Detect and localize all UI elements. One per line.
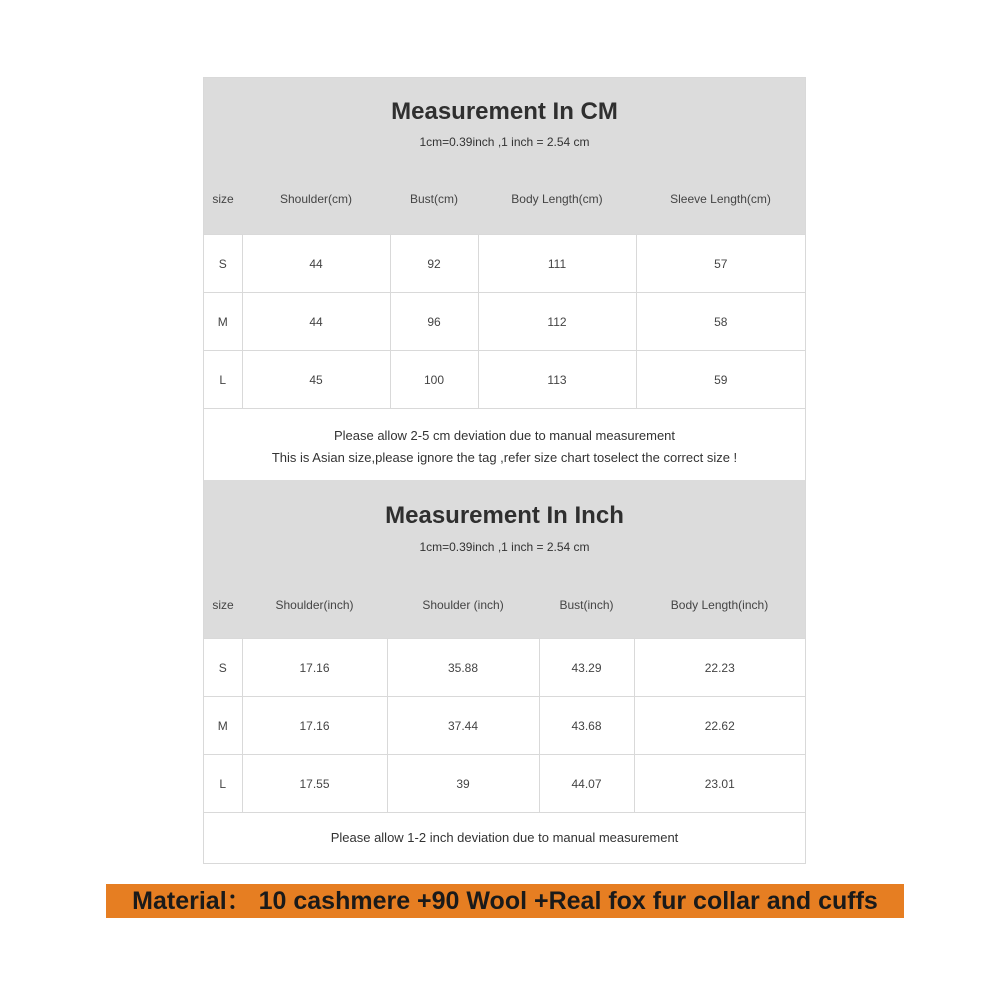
size-chart bbox=[203, 77, 806, 864]
column-header-shoulder: Shoulder(cm) bbox=[279, 192, 353, 206]
inch-chart-header bbox=[204, 480, 805, 638]
table-cell: 39 bbox=[387, 755, 539, 813]
size-cell: L bbox=[204, 755, 242, 813]
column-header-bust: Bust(inch) bbox=[559, 598, 614, 612]
table-row bbox=[204, 755, 805, 813]
table-row bbox=[204, 639, 805, 697]
inch-table bbox=[204, 638, 805, 812]
column-header-bust: Bust(cm) bbox=[410, 192, 458, 206]
table-cell: 43.29 bbox=[539, 639, 634, 697]
material-banner: Material： 10 cashmere +90 Wool +Real fox fur collar and cuffs bbox=[106, 884, 904, 918]
column-header-size: size bbox=[212, 192, 234, 206]
table-cell: 44 bbox=[242, 235, 390, 293]
table-cell: 45 bbox=[242, 351, 390, 409]
table-cell: 17.55 bbox=[242, 755, 387, 813]
table-cell: 17.16 bbox=[242, 697, 387, 755]
table-row bbox=[204, 697, 805, 755]
table-cell: 17.16 bbox=[242, 639, 387, 697]
column-header-body-length: Body Length(inch) bbox=[670, 598, 769, 612]
table-cell: 100 bbox=[390, 351, 478, 409]
table-cell: 58 bbox=[636, 293, 805, 351]
asian-size-note: This is Asian size,please ignore the tag ,refer size chart toselect the correct size ! bbox=[271, 450, 738, 465]
table-cell: 59 bbox=[636, 351, 805, 409]
inch-column-headers bbox=[204, 598, 805, 612]
size-cell: S bbox=[204, 639, 242, 697]
size-cell: S bbox=[204, 235, 242, 293]
column-header-size: size bbox=[212, 598, 234, 612]
column-header-body-length: Body Length(cm) bbox=[511, 192, 603, 206]
cm-note bbox=[204, 408, 805, 480]
table-cell: 113 bbox=[478, 351, 636, 409]
table-cell: 23.01 bbox=[634, 755, 805, 813]
cm-column-headers bbox=[204, 192, 805, 206]
table-row bbox=[204, 351, 805, 409]
size-cell: M bbox=[204, 697, 242, 755]
table-cell: 22.23 bbox=[634, 639, 805, 697]
table-cell: 44.07 bbox=[539, 755, 634, 813]
column-header-shoulder: Shoulder(inch) bbox=[275, 598, 354, 612]
inch-deviation-note: Please allow 1-2 inch deviation due to manual measurement bbox=[204, 812, 805, 863]
inch-chart-title: Measurement In Inch bbox=[385, 502, 624, 529]
size-cell: L bbox=[204, 351, 242, 409]
table-cell: 22.62 bbox=[634, 697, 805, 755]
size-cell: M bbox=[204, 293, 242, 351]
column-header-sleeve-length: Sleeve Length(cm) bbox=[670, 192, 771, 206]
table-cell: 92 bbox=[390, 235, 478, 293]
cm-chart-header bbox=[204, 78, 805, 234]
table-cell: 111 bbox=[478, 235, 636, 293]
inch-chart-subtitle: 1cm=0.39inch ,1 inch = 2.54 cm bbox=[419, 540, 590, 554]
table-cell: 37.44 bbox=[387, 697, 539, 755]
table-cell: 57 bbox=[636, 235, 805, 293]
deviation-note: Please allow 2-5 cm deviation due to manual measurement bbox=[333, 428, 676, 443]
table-cell: 35.88 bbox=[387, 639, 539, 697]
cm-chart-subtitle: 1cm=0.39inch ,1 inch = 2.54 cm bbox=[419, 135, 590, 149]
table-cell: 112 bbox=[478, 293, 636, 351]
cm-chart-title: Measurement In CM bbox=[391, 98, 618, 125]
table-cell: 44 bbox=[242, 293, 390, 351]
table-cell: 96 bbox=[390, 293, 478, 351]
table-cell: 43.68 bbox=[539, 697, 634, 755]
table-row bbox=[204, 235, 805, 293]
column-header-shoulder-2: Shoulder (inch) bbox=[422, 598, 504, 612]
table-row bbox=[204, 293, 805, 351]
cm-table bbox=[204, 234, 805, 408]
